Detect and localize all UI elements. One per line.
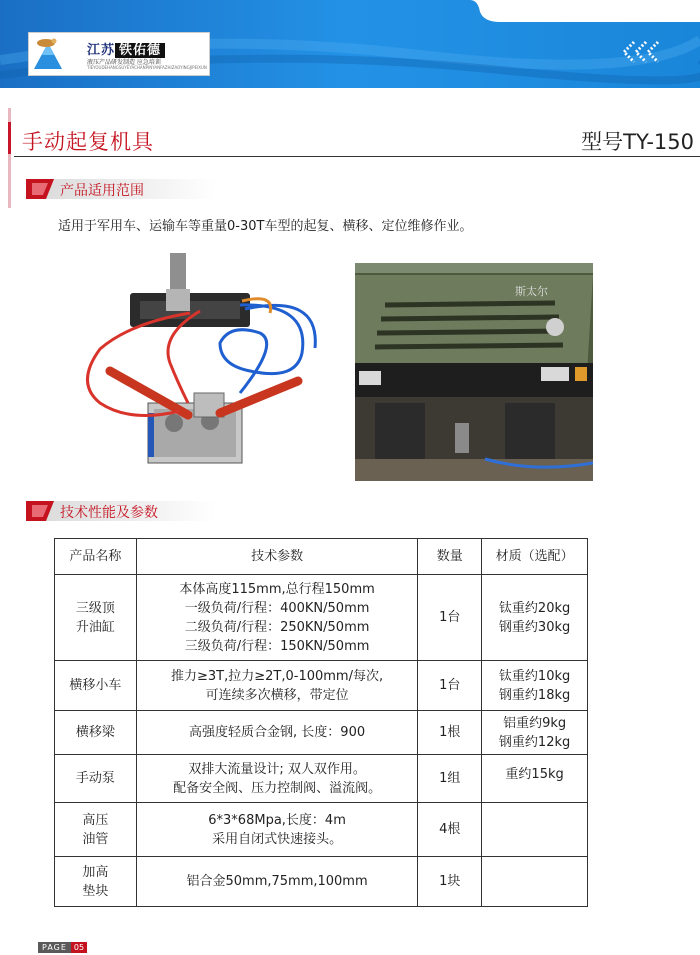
product-name: 手动泵 <box>55 755 137 803</box>
product-material: 重约15kg <box>482 755 588 803</box>
section-header-spec <box>26 499 216 523</box>
product-material: 钛重约10kg 钢重约18kg <box>482 661 588 711</box>
column-header: 材质（选配） <box>482 539 588 575</box>
section-title: 产品适用范围 <box>60 183 144 199</box>
table-row <box>55 803 588 857</box>
product-params: 本体高度115mm,总行程150mm 一级负荷/行程：400KN/50mm 二级负荷/行程：250KN/50mm 三级负荷/行程：150KN/50mm <box>136 575 418 661</box>
table-row <box>55 857 588 907</box>
product-qty: 1块 <box>418 857 482 907</box>
title-divider <box>14 156 700 157</box>
product-params: 铝合金50mm,75mm,100mm <box>136 857 418 907</box>
product-qty: 4根 <box>418 803 482 857</box>
section-title: 技术性能及参数 <box>60 505 158 521</box>
scope-description: 适用于军用车、运输车等重量0-30T车型的起复、横移、定位维修作业。 <box>58 219 473 234</box>
product-params: 6*3*68Mpa,长度：4m 采用自闭式快速接头。 <box>136 803 418 857</box>
company-logo <box>28 32 210 76</box>
table-header-row <box>55 539 588 575</box>
product-material: 钛重约20kg 钢重约30kg <box>482 575 588 661</box>
table-row <box>55 661 588 711</box>
column-header: 技术参数 <box>136 539 418 575</box>
product-qty: 1台 <box>418 661 482 711</box>
model-number: 型号TY-150 <box>581 130 694 154</box>
product-material <box>482 857 588 907</box>
product-name: 高压 油管 <box>55 803 137 857</box>
column-header: 产品名称 <box>55 539 137 575</box>
left-accent-bar-red <box>8 122 11 154</box>
page-number <box>38 942 87 954</box>
product-material <box>482 803 588 857</box>
page-title: 手动起复机具 <box>22 130 154 154</box>
product-name: 三级顶 升油缸 <box>55 575 137 661</box>
truck-photo <box>355 263 593 481</box>
page-number-value: 05 <box>71 942 87 953</box>
spec-table <box>54 538 588 907</box>
column-header: 数量 <box>418 539 482 575</box>
product-name: 横移小车 <box>55 661 137 711</box>
company-name: 江苏 铁佑德 <box>87 39 165 58</box>
company-tagline-en: TIEYOUDEHANGSUYEYACHANPINYANFAZHIZAOYINGJIPEIXUN <box>87 65 207 70</box>
section-header-scope <box>26 177 216 201</box>
product-material: 铝重约9kg 钢重约12kg <box>482 711 588 755</box>
product-qty: 1根 <box>418 711 482 755</box>
product-params: 高强度轻质合金钢, 长度：900 <box>136 711 418 755</box>
chevron-left-icon <box>620 38 666 66</box>
product-qty: 1台 <box>418 575 482 661</box>
truck-badge: 斯太尔 <box>515 285 548 298</box>
company-tagline: 液压产品研发制造 应急培训 <box>87 59 161 66</box>
page-label: PAGE <box>38 942 71 953</box>
table-row <box>55 575 588 661</box>
product-params: 双排大流量设计; 双人双作用。 配备安全阀、压力控制阀、溢流阀。 <box>136 755 418 803</box>
product-name: 横移梁 <box>55 711 137 755</box>
truck-photo-drawing <box>355 263 593 481</box>
equipment-photo <box>70 253 332 471</box>
table-row <box>55 755 588 803</box>
product-qty: 1组 <box>418 755 482 803</box>
table-row <box>55 711 588 755</box>
logo-mark-icon <box>32 37 64 71</box>
header-band <box>0 0 700 88</box>
product-name: 加高 垫块 <box>55 857 137 907</box>
product-params: 推力≥3T,拉力≥2T,0-100mm/每次, 可连续多次横移，带定位 <box>136 661 418 711</box>
